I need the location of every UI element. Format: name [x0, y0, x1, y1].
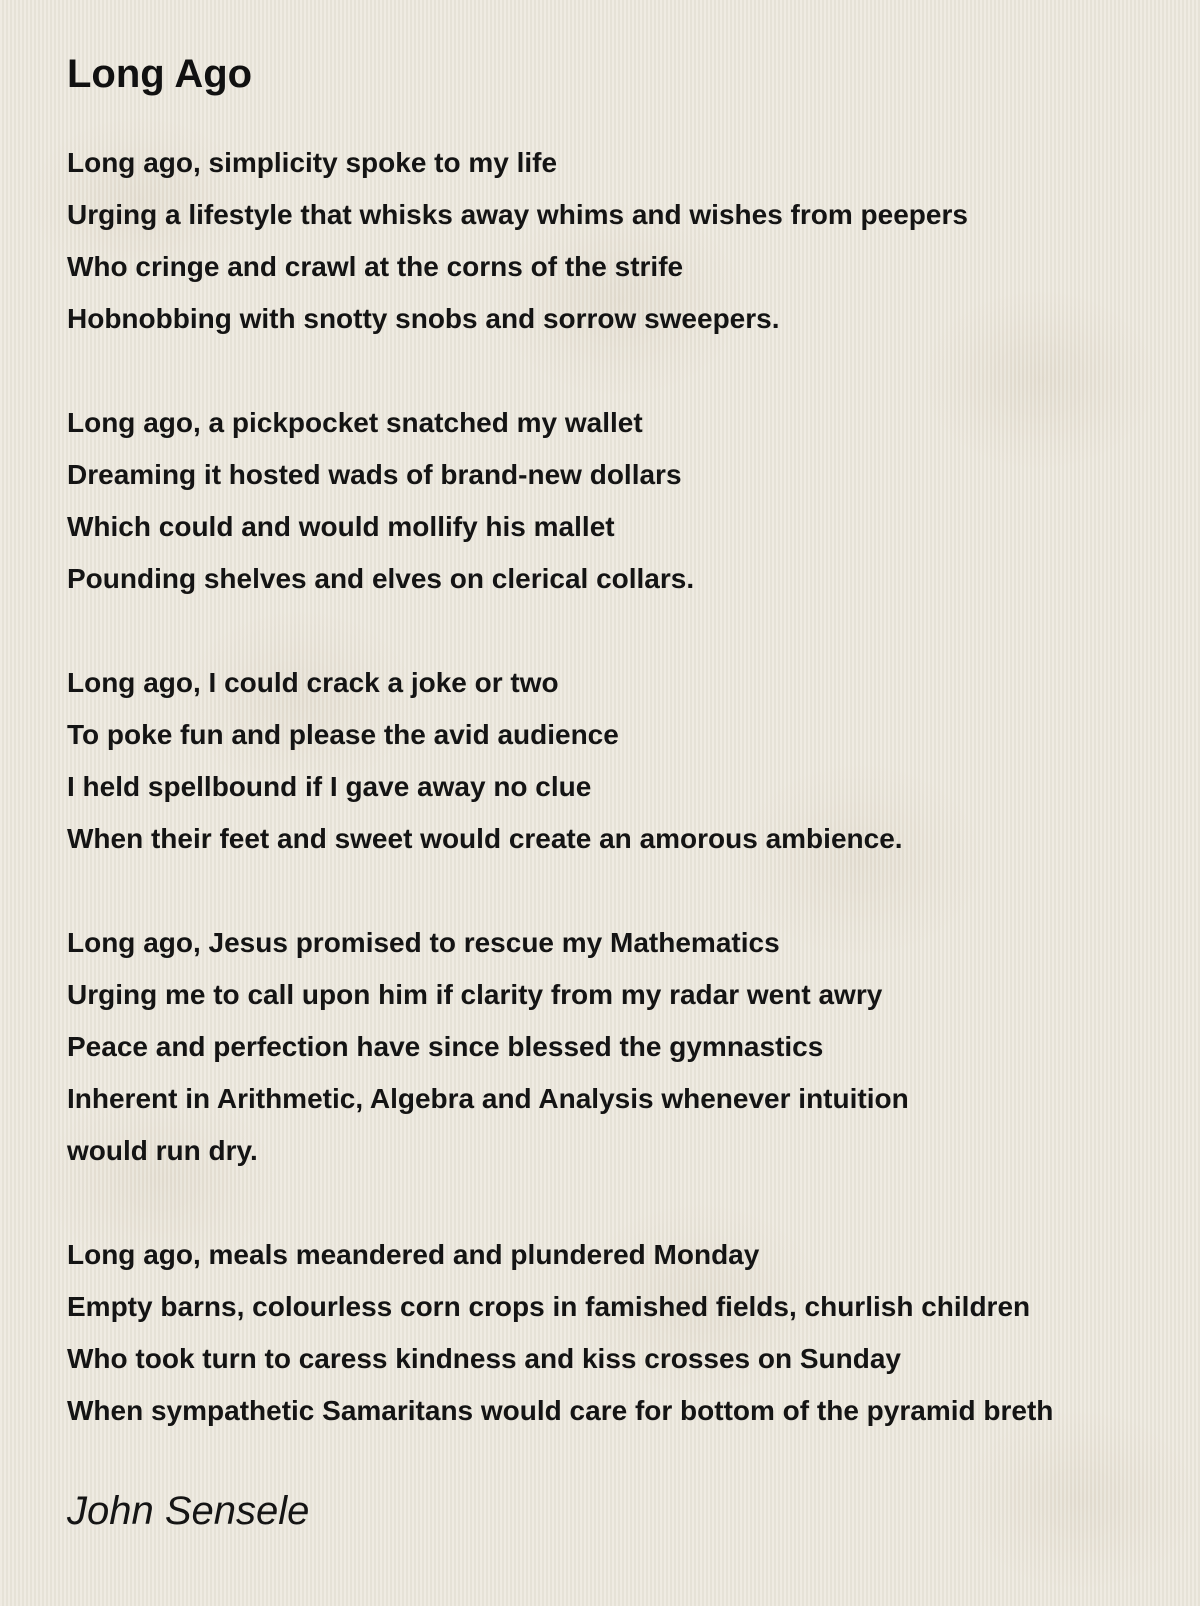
stanza-5 [67, 1229, 1187, 1437]
poem-line: Long ago, meals meandered and plundered Monday [67, 1239, 760, 1270]
poem-body [67, 137, 1187, 1437]
poem-line: To poke fun and please the avid audience [67, 719, 619, 750]
poem-line: Pounding shelves and elves on clerical collars. [67, 563, 695, 594]
poem-line: Who took turn to caress kindness and kiss crosses on Sunday [67, 1343, 901, 1374]
stanza-2 [67, 397, 1187, 605]
poem-line: Peace and perfection have since blessed the gymnastics [67, 1031, 824, 1062]
poem-line: Long ago, I could crack a joke or two [67, 667, 559, 698]
poem-line: Who cringe and crawl at the corns of the strife [67, 251, 684, 282]
poem-line: Hobnobbing with snotty snobs and sorrow sweepers. [67, 303, 780, 334]
stanza-4 [67, 917, 1187, 1177]
stanza-1 [67, 137, 1187, 345]
poem-line: Which could and would mollify his mallet [67, 511, 615, 542]
poem-line: Empty barns, colourless corn crops in famished fields, churlish children [67, 1291, 1031, 1322]
poem-line: Dreaming it hosted wads of brand-new dollars [67, 459, 682, 490]
poem-line: Urging me to call upon him if clarity from my radar went awry [67, 979, 883, 1010]
poem-line: Urging a lifestyle that whisks away whims and wishes from peepers [67, 199, 968, 230]
poem-page [67, 46, 1187, 1539]
poem-line: Long ago, simplicity spoke to my life [67, 147, 558, 178]
poem-line: Long ago, Jesus promised to rescue my Mathematics [67, 927, 780, 958]
poem-author: John Sensele [67, 1489, 310, 1533]
poem-line: Inherent in Arithmetic, Algebra and Analysis whenever intuition [67, 1083, 909, 1114]
poem-line: I held spellbound if I gave away no clue [67, 771, 592, 802]
poem-line: Long ago, a pickpocket snatched my wallet [67, 407, 643, 438]
poem-title: Long Ago [67, 52, 253, 96]
poem-line: would run dry. [67, 1135, 258, 1166]
poem-line: When their feet and sweet would create an amorous ambience. [67, 823, 903, 854]
stanza-3 [67, 657, 1187, 865]
poem-line: When sympathetic Samaritans would care for bottom of the pyramid breth [67, 1395, 1054, 1426]
